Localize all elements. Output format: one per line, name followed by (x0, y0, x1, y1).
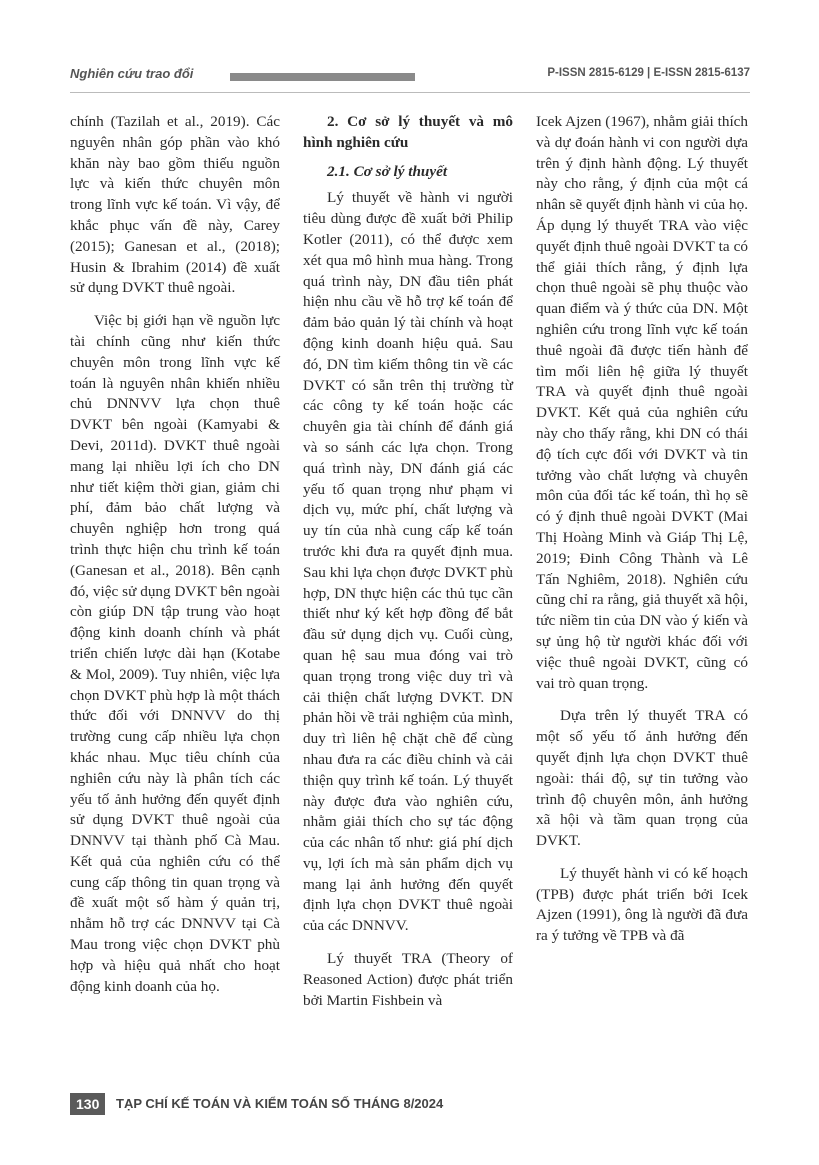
paragraph: Icek Ajzen (1967), nhằm giải thích và dự đoán hành vi con người dựa trên ý định hành động. Lý thuyết này cho rằng, ý định của một cá nhân sẽ quyết định hành vi của họ. Áp dụng lý thuyết TRA vào việc quyết định thuê ngoài DVKT ta có thể giải thích rằng, ý định lựa chọn thuê ngoài sẽ phụ thuộc vào quan điểm và ý thức của DN. Một nghiên cứu trong lĩnh vực kế toán thuê ngoài đã được tiến hành để tìm mối liên hệ giữa lý thuyết TRA và quyết định thuê ngoài DVKT. Kết quả của nghiên cứu này cho thấy rằng, khi DN có thái độ tích cực đối với DVKT và tin tưởng vào chất lượng và chuyên môn của đối tác kế toán, thì họ sẽ có ý định thuê ngoài DVKT (Mai Thị Hoàng Minh và Giáp Thị Lệ, 2019; Đinh Công Thành và Lê Tấn Nghiêm, 2018). Nghiên cứu cũng chỉ ra rằng, giả thuyết xã hội, tức niềm tin của DN vào ý kiến và sự ủng hộ từ người khác đối với việc thuê ngoài DVKT, cũng có vai trò quan trọng. (536, 113, 748, 692)
paragraph: Dựa trên lý thuyết TRA có một số yếu tố ảnh hưởng đến quyết định lựa chọn DVKT thuê ngoài: thái độ, sự tin tưởng vào trình độ chuyên môn, ảnh hưởng xã hội và tầm quan trọng của DVKT. (536, 707, 748, 850)
column-1 (70, 112, 280, 1009)
column-2 (303, 112, 513, 1023)
paragraph: Lý thuyết hành vi có kế hoạch (TPB) được phát triển bởi Icek Ajzen (1991), ông là người đã đưa ra ý tưởng về TPB và đã (536, 864, 748, 945)
section-label: Nghiên cứu trao đổi (70, 66, 194, 81)
page-number: 130 (70, 1093, 105, 1115)
paragraph: chính (Tazilah et al., 2019). Các nguyên nhân góp phần vào khó khăn này bao gồm thiếu nguồn lực và kiến thức chuyên môn trong lĩnh vực kế toán. Vì vậy, để khắc phục vấn đề này, Carey (2015); Ganesan et al., (2018); Husin & Ibrahim (2014) đề xuất sử dụng DVKT thuê ngoài. (70, 113, 280, 297)
page-header (70, 66, 750, 86)
section-heading: 2. Cơ sở lý thuyết và mô hình nghiên cứu (303, 113, 513, 151)
paragraph: Lý thuyết về hành vi người tiêu dùng được đề xuất bởi Philip Kotler (2011), có thể được xem xét qua mô hình mua hàng. Trong quá trình này, DN đầu tiên phát hiện nhu cầu về hỗ trợ kế toán để đảm bảo quản lý tài chính và hoạt động kinh doanh hiệu quả. Sau đó, DN tìm kiếm thông tin về các DVKT có sẵn trên thị trường từ các công ty kế toán hoặc các chuyên gia tài chính để đánh giá và so sánh các lựa chọn. Trong quá trình này, DN đánh giá các yếu tố quan trọng như phạm vi dịch vụ, mức phí, chất lượng và uy tín của nhà cung cấp kế toán trước khi đưa ra quyết định mua. Sau khi lựa chọn được DVKT phù hợp, DN thực hiện các thủ tục cần thiết như ký kết hợp đồng để bắt đầu sử dụng dịch vụ. Cuối cùng, quan hệ sau mua đóng vai trò quan trọng trong việc duy trì và cải thiện chất lượng DVKT. DN phản hồi về trải nghiệm của mình, duy trì liên hệ chặt chẽ để cùng nhau đưa ra các điều chỉnh và cải thiện quy trình kế toán. Lý thuyết này được đưa vào nghiên cứu, nhằm giải thích cho sự tác động của các nhân tố như: giá phí dịch vụ, lợi ích mà sản phẩm dịch vụ mang lại ảnh hưởng đến quyết định lựa chọn DVKT thuê ngoài của các DNNVV. (303, 189, 513, 935)
journal-title: TẠP CHÍ KẾ TOÁN VÀ KIỂM TOÁN SỐ THÁNG 8/2024 (116, 1096, 444, 1111)
column-3 (536, 112, 748, 959)
paragraph: Việc bị giới hạn về nguồn lực tài chính cũng như kiến thức chuyên môn trong lĩnh vực kế toán là nguyên nhân khiến nhiều chủ DNNVV lựa chọn thuê DVKT bên ngoài (Kamyabi & Devi, 2011d). DVKT thuê ngoài mang lại nhiều lợi ích cho DN như tiết kiệm thời gian, giảm chi phí, đảm bảo chất lượng và chuyên nghiệp hơn trong quá trình thực hiện chu trình kế toán (Ganesan et al., 2018). Bên cạnh đó, việc sử dụng DVKT bên ngoài còn giúp DN tập trung vào hoạt động kinh doanh chính và phát triển chiến lược dài hạn (Kotabe & Mol, 2009). Tuy nhiên, việc lựa chọn DVKT phù hợp là một thách thức đối với DNNVV do thị trường cung cấp nhiều lựa chọn khác nhau. Mục tiêu chính của nghiên cứu này là phân tích các yếu tố ảnh hưởng đến quyết định sử dụng DVKT thuê ngoài của DNNVV tại thành phố Cà Mau. Kết quả của nghiên cứu có thể cung cấp thông tin quan trọng và đề xuất một số hàm ý quản trị, nhằm hỗ trợ các DNNVV tại Cà Mau trong việc chọn DVKT phù hợp và hiệu quả nhất cho hoạt động kinh doanh của họ. (70, 312, 280, 995)
paragraph: Lý thuyết TRA (Theory of Reasoned Action) được phát triển bởi Martin Fishbein và (303, 950, 513, 1009)
page-footer (70, 1093, 670, 1115)
header-rule (70, 92, 750, 93)
header-bar (230, 73, 415, 81)
subsection-heading: 2.1. Cơ sở lý thuyết (327, 162, 448, 180)
issn-label: P-ISSN 2815-6129 | E-ISSN 2815-6137 (547, 67, 750, 79)
